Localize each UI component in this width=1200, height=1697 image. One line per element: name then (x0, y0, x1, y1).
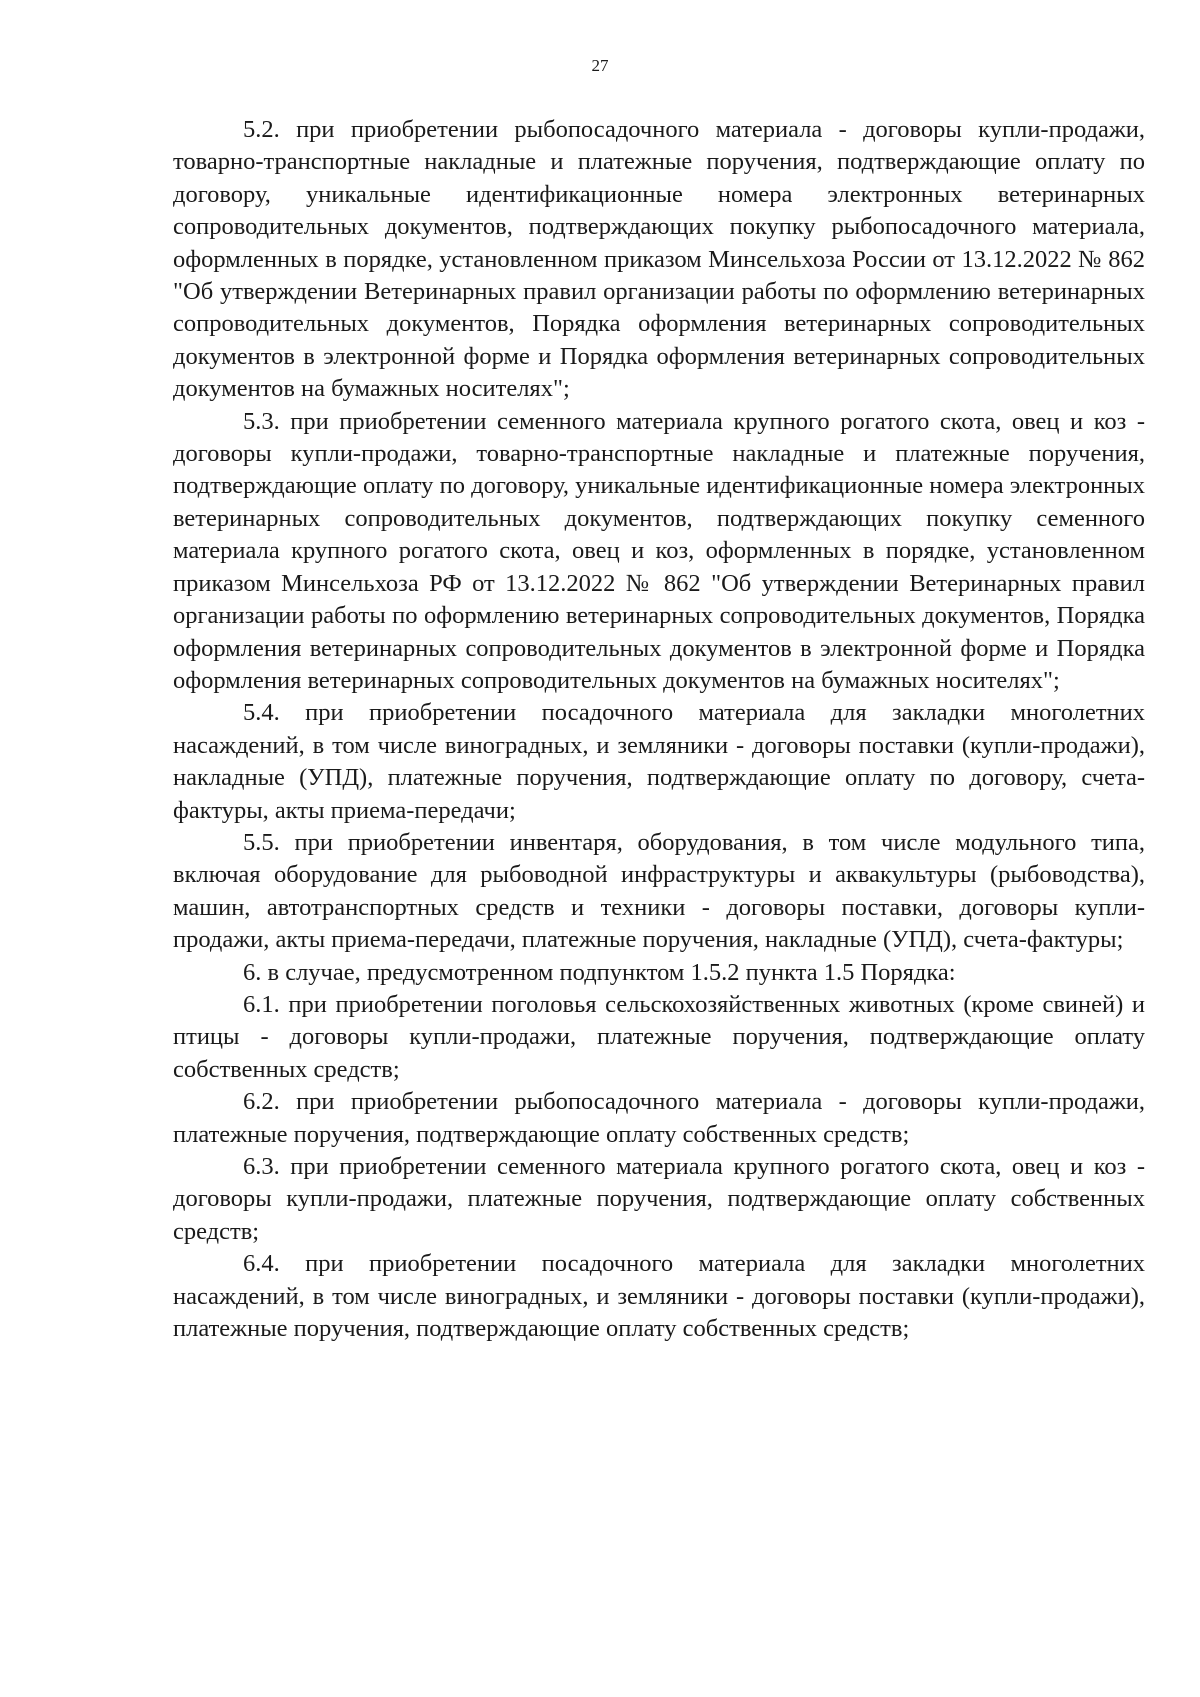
paragraph-6-4: 6.4. при приобретении посадочного материала для закладки многолетних насаждений, в том числе виноградных, и земляники - договоры поставки (купли-продажи), платежные поручения, подтверждающие оплату собственных средств; (173, 1250, 1145, 1343)
paragraph-5-3: 5.3. при приобретении семенного материала крупного рогатого скота, овец и коз - договоры купли-продажи, товарно-транспортные накладные и платежные поручения, подтверждающие оплату по договору, уникальные идентификационные номера электронных ветеринарных сопроводительных документов, подтверждающих покупку семенного материала крупного рогатого скота, овец и коз, оформленных в порядке, установленном приказом Минсельхоза РФ от 13.12.2022 № 862 "Об утверждении Ветеринарных правил организации работы по оформлению ветеринарных сопроводительных документов, Порядка оформления ветеринарных сопроводительных документов в электронной форме и Порядка оформления ветеринарных сопроводительных документов на бумажных носителях"; (173, 407, 1145, 694)
paragraph-6-3: 6.3. при приобретении семенного материала крупного рогатого скота, овец и коз - договоры купли-продажи, платежные поручения, подтверждающие оплату собственных средств; (173, 1153, 1145, 1245)
paragraph-6-2: 6.2. при приобретении рыбопосадочного материала - договоры купли-продажи, платежные поручения, подтверждающие оплату собственных средств; (173, 1088, 1145, 1148)
paragraph-5-4: 5.4. при приобретении посадочного материала для закладки многолетних насаждений, в том числе виноградных, и земляники - договоры поставки (купли-продажи), накладные (УПД), платежные поручения, подтверждающие оплату по договору, счета-фактуры, акты приема-передачи; (173, 699, 1145, 824)
paragraph-6-1: 6.1. при приобретении поголовья сельскохозяйственных животных (кроме свиней) и птицы - договоры купли-продажи, платежные поручения, подтверждающие оплату собственных средств; (173, 990, 1145, 1083)
document-body (173, 114, 1145, 1345)
paragraph-5-5: 5.5. при приобретении инвентаря, оборудования, в том числе модульного типа, включая оборудование для рыбоводной инфраструктуры и аквакультуры (рыбоводства), машин, автотранспортных средств и техники - договоры поставки, договоры купли-продажи, акты приема-передачи, платежные поручения, накладные (УПД), счета-фактуры; (173, 828, 1145, 954)
page-number: 27 (591, 56, 609, 75)
paragraph-6: 6. в случае, предусмотренном подпунктом 1.5.2 пункта 1.5 Порядка: (243, 958, 956, 986)
paragraph-5-2: 5.2. при приобретении рыбопосадочного материала - договоры купли-продажи, товарно-транспортные накладные и платежные поручения, подтверждающие оплату по договору, уникальные идентификационные номера электронных ветеринарных сопроводительных документов, подтверждающих покупку рыбопосадочного материала, оформленных в порядке, установленном приказом Минсельхоза России от 13.12.2022 № 862 "Об утверждении Ветеринарных правил организации работы по оформлению ветеринарных сопроводительных документов, Порядка оформления ветеринарных сопроводительных документов в электронной форме и Порядка оформления ветеринарных сопроводительных документов на бумажных носителях"; (173, 116, 1145, 403)
